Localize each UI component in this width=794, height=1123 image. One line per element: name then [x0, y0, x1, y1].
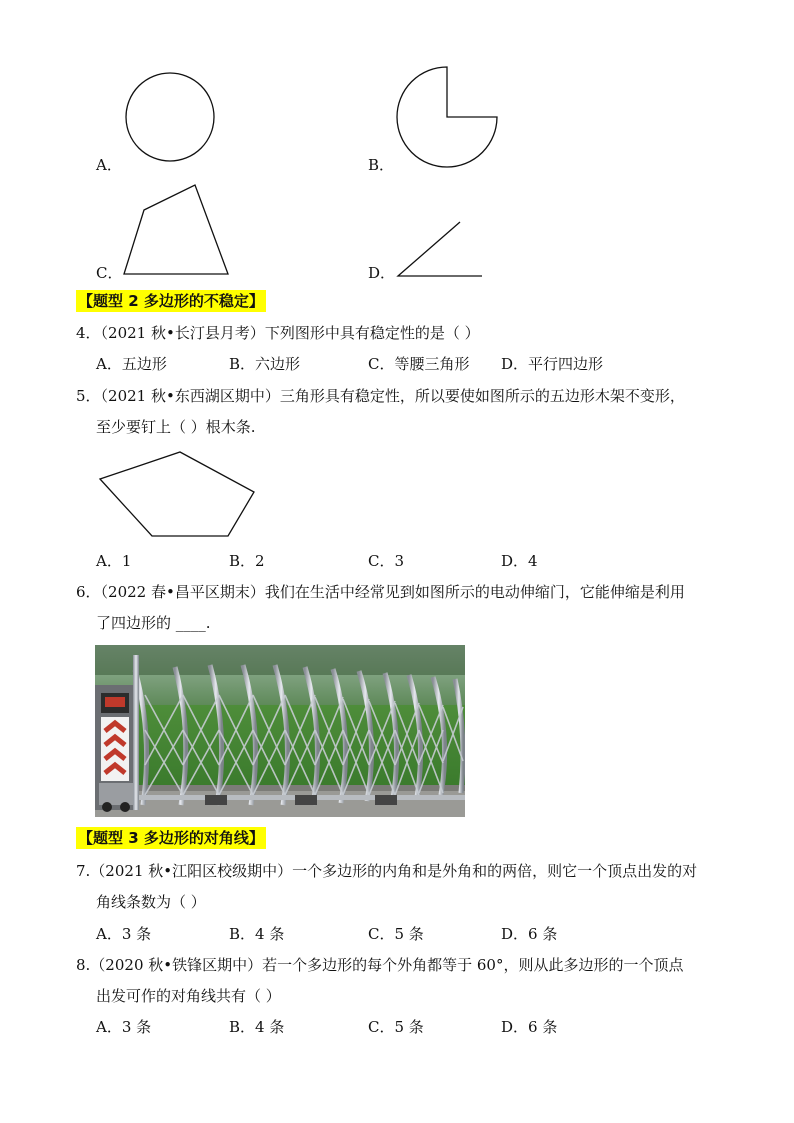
- q7-option-d: D．6 条: [501, 925, 558, 943]
- question-6-line1: 6．（2022 春•昌平区期末）我们在生活中经常见到如图所示的电动伸缩门，它能伸缩是利用: [76, 583, 685, 601]
- figure-b-label: B．: [368, 156, 395, 174]
- q5-option-c: C．3: [368, 552, 405, 570]
- question-8-line1: 8.（2020 秋•铁锋区期中）若一个多边形的每个外角都等于 60°，则从此多边形的一个顶点: [76, 956, 684, 974]
- section-title-diagonal: 【题型 3 多边形的对角线】: [78, 829, 264, 847]
- figure-c-label: C．: [96, 264, 123, 282]
- q5-option-d: D．4: [501, 552, 538, 570]
- pentagon-figure: [96, 448, 261, 540]
- angle-figure: [392, 218, 487, 280]
- sector-figure: [392, 62, 502, 172]
- q7-option-b: B．4 条: [229, 925, 285, 943]
- section-title-unstable: 【题型 2 多边形的不稳定】: [78, 292, 264, 310]
- circle-figure: [120, 72, 220, 172]
- question-7-line2: 角线条数为（ ）: [96, 893, 206, 911]
- q4-option-a: A．五边形: [96, 355, 167, 373]
- question-5-line2: 至少要钉上（ ）根木条.: [96, 418, 256, 436]
- q5-option-b: B．2: [229, 552, 265, 570]
- question-4-text: 4．（2021 秋•长汀县月考）下列图形中具有稳定性的是（ ）: [76, 324, 480, 342]
- question-6-line2: 了四边形的 ____.: [96, 614, 211, 632]
- question-7-line1: 7.（2021 秋•江阳区校级期中）一个多边形的内角和是外角和的两倍，则它一个顶点出发的对: [76, 862, 698, 880]
- question-8-line2: 出发可作的对角线共有（ ）: [96, 987, 281, 1005]
- q8-option-b: B．4 条: [229, 1018, 285, 1036]
- q8-option-a: A．3 条: [96, 1018, 152, 1036]
- q7-option-a: A．3 条: [96, 925, 152, 943]
- q8-option-d: D．6 条: [501, 1018, 558, 1036]
- q8-option-c: C．5 条: [368, 1018, 424, 1036]
- figure-d-label: D．: [368, 264, 396, 282]
- q4-option-b: B．六边形: [229, 355, 301, 373]
- q5-option-a: A．1: [96, 552, 132, 570]
- q4-option-c: C．等腰三角形: [368, 355, 470, 373]
- q4-option-d: D．平行四边形: [501, 355, 604, 373]
- question-5-line1: 5．（2021 秋•东西湖区期中）三角形具有稳定性，所以要使如图所示的五边形木架不变形，: [76, 387, 685, 405]
- quadrilateral-figure: [120, 182, 235, 278]
- retractable-gate-photo: [95, 645, 465, 817]
- q7-option-c: C．5 条: [368, 925, 424, 943]
- figure-a-label: A．: [96, 156, 122, 174]
